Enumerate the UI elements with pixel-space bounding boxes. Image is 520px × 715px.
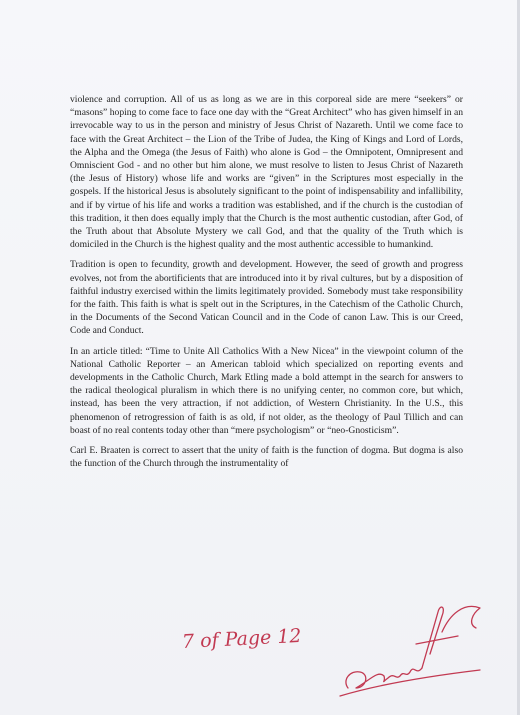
paragraph: violence and corruption. All of us as long as we are in this corporeal side are mere “seekers” or “masons” hoping to come face to face one day with the “Great Architect” who has given himself in an irrevocable way to us in the person and ministry of Jesus Christ of Nazareth. Until we come face to face with the Great Architect – the Lion of the Tribe of Judea, the King of Kings and Lord of Lords, the Alpha and the Omega (the Jesus of Faith) who alone is God – the Omnipotent, Omnipresent and Omniscient God - and no other but him alone, we must resolve to listen to Jesus Christ of Nazareth (the Jesus of History) whose life and works are “given” in the Scriptures most especially in the gospels. If the historical Jesus is absolutely significant to the point of indispensability and infallibility, and if by virtue of his life and works a tradition was established, and if the church is the custodian of this tradition, it then does equally imply that the Church is the most authentic custodian, after God, of the Truth about that Absolute Mystery we call God, and that the quality of the Truth which is domiciled in the Church is the highest quality and the most authentic accessible to humankind.: [70, 94, 463, 251]
handwritten-signature: [330, 584, 490, 704]
handwritten-page-note: 7 of Page 12: [181, 624, 303, 654]
paragraph: In an article titled: “Time to Unite All Catholics With a New Nicea” in the viewpoint column of the National Catholic Reporter – an American tabloid which specialized on reporting events and developments in the Catholic Church, Mark Etling made a bold attempt in the search for answers to the radical theological pluralism in which there is no unifying center, no common core, but which, instead, has been the very attraction, if not addiction, of Western Christianity. In the U.S., this phenomenon of retrogression of faith is as old, if not older, as the theology of Paul Tillich and can boast of no real contents today other than “mere psychologism” or “neo-Gnosticism”.: [70, 345, 463, 436]
paragraph: Tradition is open to fecundity, growth and development. However, the seed of growth and progress evolves, not from the abortificients that are introduced into it by rival cultures, but by a disposition of faithful industry exercised within the limits legitimately provided. Somebody must take responsibility for the faith. This faith is what is spelt out in the Scriptures, in the Catechism of the Catholic Church, in the Documents of the Second Vatican Council and in the Code of canon Law. This is our Creed, Code and Conduct.: [70, 259, 463, 337]
paragraph: Carl E. Braaten is correct to assert that the unity of faith is the function of dogma. But dogma is also the function of the Church through the instrumentality of: [70, 445, 463, 470]
body-text: [70, 93, 463, 477]
